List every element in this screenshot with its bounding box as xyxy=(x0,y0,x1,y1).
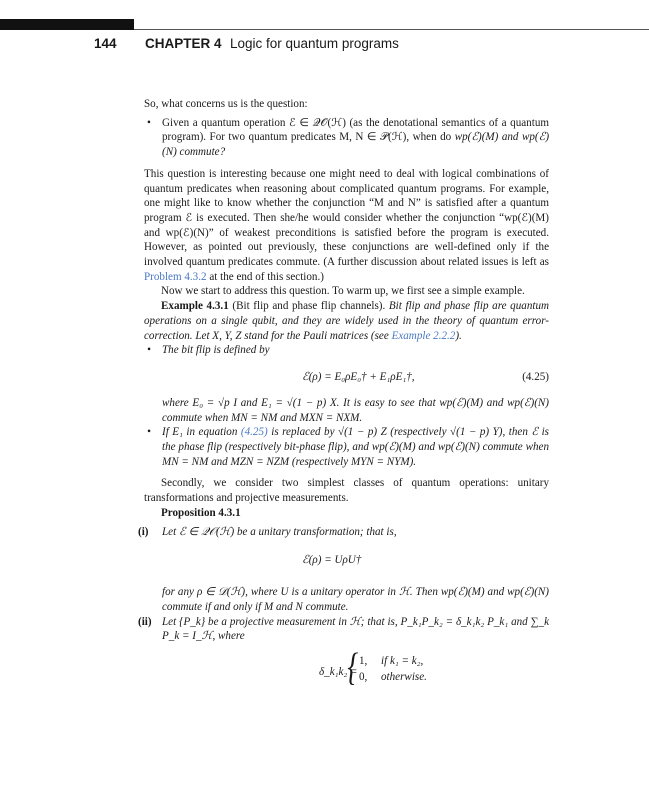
bullet1-text: where E₀ = √p I and E₁ = √(1 − p) X. It is easy to see that wp(ℰ)(M) and wp(ℰ)(N) commute when MN = NM and MXN = NXM. xyxy=(162,396,549,424)
intro-sentence: So, what concerns us is the question: xyxy=(144,98,308,110)
prop-i-text: Let ℰ ∈ 𝒬𝒪(ℋ) be a unitary transformation; that is, xyxy=(162,525,397,538)
case-otherwise xyxy=(359,670,427,685)
equation-unitary-body: ℰ(ρ) = UρU† xyxy=(302,554,362,567)
example-bullets xyxy=(144,343,549,469)
kronecker-delta-definition xyxy=(162,646,549,690)
page-body xyxy=(138,97,550,690)
prop-ii-text: Let {P_k} be a projective measurement in ℋ; that is, P_k₁P_k₂ = δ_k₁k₂ P_k₁ and ∑_k P_k = I_ℋ, where xyxy=(162,615,549,643)
question-text-b: wp(ℰ)(M) and wp(ℰ)(N) commute? xyxy=(162,131,550,159)
case-equal-value: 1, xyxy=(359,655,368,668)
question-text-a: Given a quantum operation ℰ ∈ 𝒬𝒪(ℋ) (as the denotational semantics of a quantum program). For two quantum predicates M, N ∈ 𝒫(ℋ), when do xyxy=(162,116,549,144)
example-link[interactable]: Example 2.2.2 xyxy=(391,329,456,342)
para1-text-b: at the end of this section.) xyxy=(209,270,324,283)
para1-text-a: This question is interesting because one might need to deal with logical combinations of quantum predicates when reasoning about complicated quantum programs. For example, one might like to know whether the conjunction “M and N” is satisfied after a quantum program ℰ is executed. Then she/he would consider whether the conjunction “wp(ℰ)(M) and wp(ℰ)(N)” of weakest preconditions is satisfied before the program is executed. However, as pointed out previously, these conjunctions are well-defined only if the involved quantum predicates commute. (A further discussion about related issues is left as xyxy=(144,167,549,269)
prop-i-continuation: for any ρ ∈ 𝒟(ℋ), where U is a unitary operator in ℋ. Then wp(ℰ)(M) and wp(ℰ)(N) commute if and only if M and N commute. xyxy=(162,586,549,613)
case-equal-condition: if k₁ = k₂, xyxy=(381,655,424,668)
question-list xyxy=(144,116,549,160)
bullet2-text-b: is replaced by √(1 − p) Z (respectively √(1 − p) Y), then ℰ is the phase flip (respectively bit-phase flip), and wp(ℰ)(M) and wp(ℰ)(N) commute when MN = NM and MZN = NZM (respectively MYN = NYM). xyxy=(162,426,549,468)
running-head xyxy=(0,36,649,56)
paragraph-warmup: Now we start to address this question. To warm up, we first see a simple example. xyxy=(161,285,525,298)
cases-brace: { xyxy=(347,646,359,690)
page-number: 144 xyxy=(94,36,117,51)
case-otherwise-value: 0, xyxy=(359,671,368,684)
bullet2-text-a: If E₁ in equation xyxy=(162,426,238,439)
prop-ii-label: (ii) xyxy=(138,615,152,628)
delta-lhs: δ_k₁k₂ = xyxy=(319,666,358,679)
proposition-item-i xyxy=(138,525,549,615)
header-rule-line xyxy=(134,29,649,30)
equation-4-25 xyxy=(162,366,549,390)
prop-i-label: (i) xyxy=(138,525,149,538)
proposition-item-ii xyxy=(138,615,549,690)
equation-unitary xyxy=(162,549,549,577)
paragraph-secondly: Secondly, we consider two simplest classes of quantum operations: unitary transformations and projective measurements. xyxy=(144,477,549,505)
example-text-a: Bit flip and phase flip are quantum operations on a single qubit, and they are widely used in the theory of quantum error-correction. Let X, Y, Z stand for the Pauli matrices (see xyxy=(144,300,550,342)
bullet-phase-flip xyxy=(144,425,549,469)
question-item xyxy=(144,116,549,160)
example-label: Example 4.3.1 xyxy=(161,300,229,313)
chapter-title: Logic for quantum programs xyxy=(230,36,399,51)
proposition-label: Proposition 4.3.1 xyxy=(161,506,241,519)
case-otherwise-condition: otherwise. xyxy=(381,671,427,684)
example-block xyxy=(144,299,549,343)
paragraph-motivation xyxy=(144,167,549,285)
case-equal xyxy=(359,654,424,669)
example-text-b: ). xyxy=(455,329,462,342)
bullet-bit-flip xyxy=(144,343,549,425)
problem-link[interactable]: Problem 4.3.2 xyxy=(144,270,207,283)
equation-link[interactable]: (4.25) xyxy=(240,426,268,439)
header-rule-block xyxy=(0,19,134,30)
chapter-label: CHAPTER 4 xyxy=(145,36,222,51)
bullet1-intro: The bit flip is defined by xyxy=(162,344,270,357)
equation-4-25-number: (4.25) xyxy=(522,370,549,383)
equation-4-25-body: ℰ(ρ) = E₀ρE₀† + E₁ρE₁†, xyxy=(302,370,415,383)
example-name: (Bit flip and phase flip channels). xyxy=(232,300,386,313)
